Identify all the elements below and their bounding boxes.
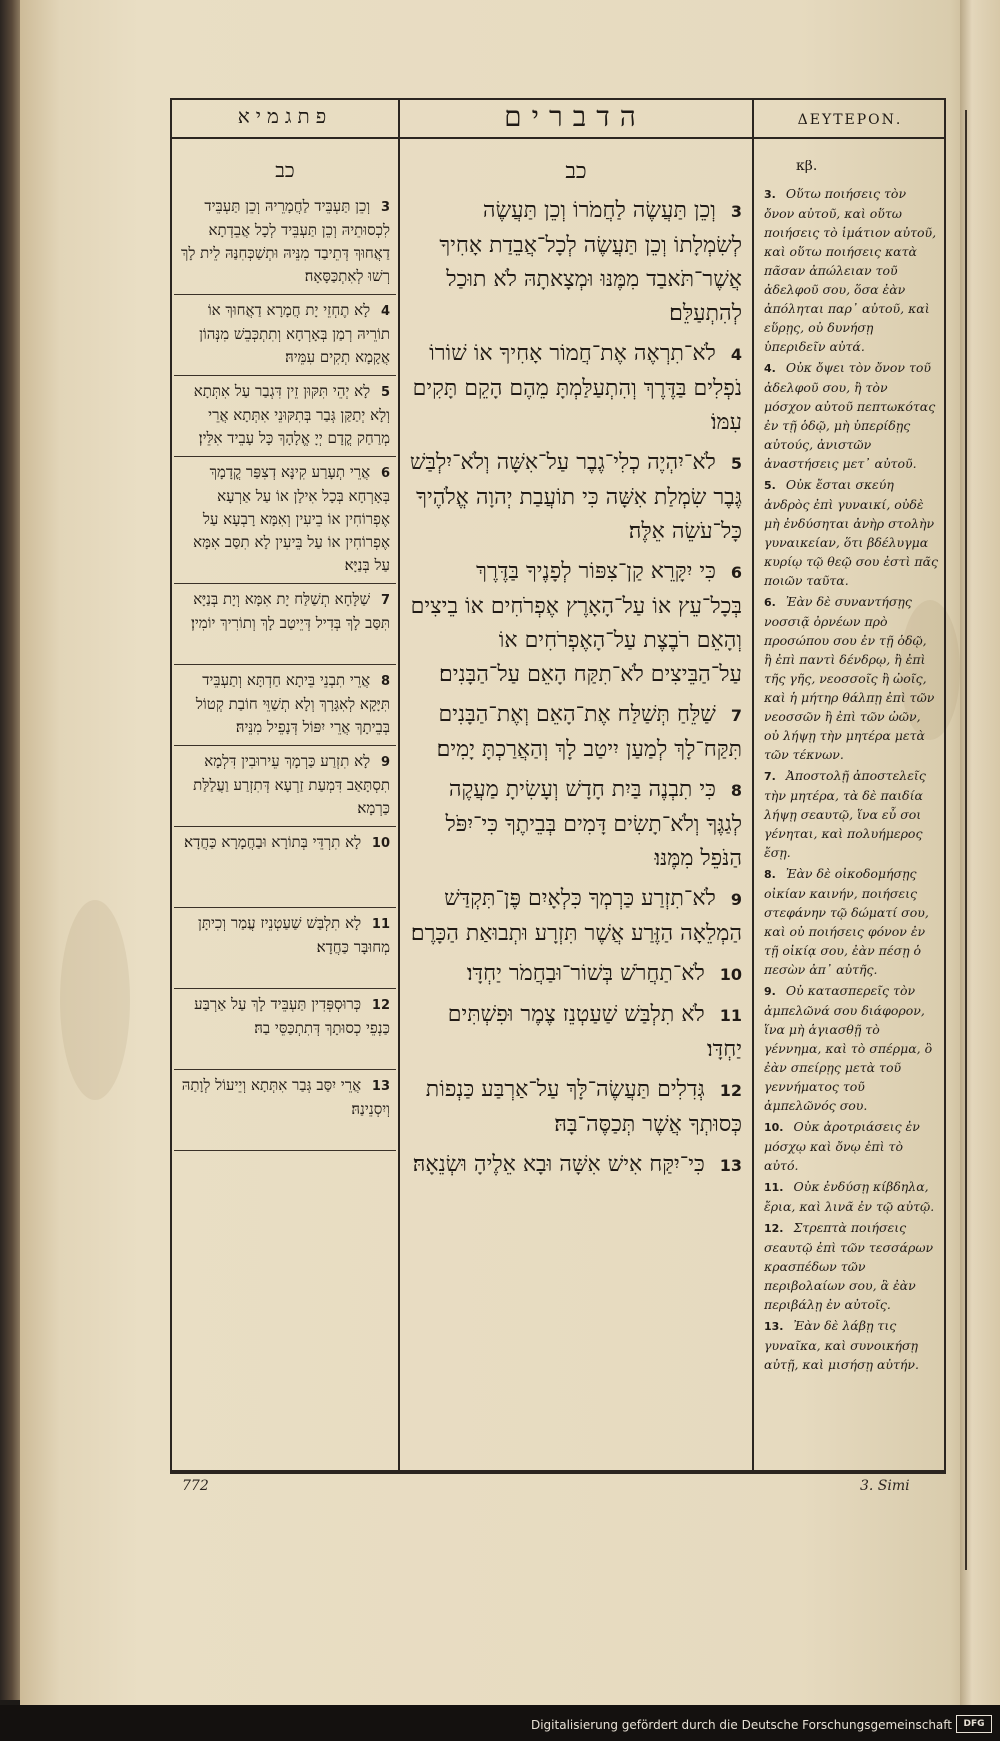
greek-verse bbox=[756, 1216, 944, 1314]
targum-verse-number: 3 bbox=[380, 200, 390, 215]
greek-verse-number: 4. bbox=[764, 362, 776, 375]
hebrew-verse bbox=[402, 192, 750, 335]
targum-verse bbox=[174, 746, 396, 827]
header-rule bbox=[170, 137, 946, 139]
hebrew-verse bbox=[402, 696, 750, 771]
hebrew-verse-text: כִּי־יִקַּח אִישׁ אִשָּׁה וּבָא אֵלֶיהָ וּשְׂנֵאָהּ׃ bbox=[412, 1152, 705, 1177]
targum-verse bbox=[174, 827, 396, 908]
greek-verse-number: 13. bbox=[764, 1320, 784, 1333]
greek-verse-text: Ἐὰν δὲ οἰκοδομήσῃς οἰκίαν καινήν, ποιήσεις στεφάνην τῷ δώματί σου, καὶ οὐ ποιήσεις φόνον ἐν τῇ οἰκίᾳ σου, ἐὰν πέσῃ ὁ πεσὼν ἀπ᾽ αὐτῆς. bbox=[764, 866, 929, 977]
hebrew-verse-number: 9 bbox=[730, 890, 742, 909]
targum-column-header: פתגמיא bbox=[237, 104, 333, 128]
targum-verse bbox=[174, 295, 396, 376]
hebrew-verse-text: לֹא־תַחֲרֹשׁ בְּשׁוֹר־וּבַחֲמֹר יַחְדָּו׃ bbox=[466, 961, 705, 986]
hebrew-verse-number: 13 bbox=[719, 1156, 742, 1175]
greek-verse-number: 10. bbox=[764, 1121, 784, 1134]
targum-verse-number: 5 bbox=[380, 385, 390, 400]
greek-verse-text: Οὐκ ὄψει τὸν ὄνον τοῦ ἀδελφοῦ σου, ἢ τὸν μόσχον αὐτοῦ πεπτωκότας ἐν τῇ ὁδῷ, μὴ ὑπερίδῃς αὐτούς, ἀνιστῶν ἀναστήσεις μετ᾽ αὐτοῦ. bbox=[764, 360, 936, 471]
column-divider-right bbox=[752, 98, 754, 1472]
hebrew-verse-text: שַׁלֵּחַ תְּשַׁלַּח אֶת־הָאֵם וְאֶת־הַבָּנִים תִּקַּח־לָךְ לְמַעַן יִיטַב לָךְ וְהַאֲרַכְתָּ יָמִים׃ bbox=[436, 702, 742, 762]
hebrew-verse bbox=[402, 335, 750, 444]
hebrew-verse bbox=[402, 1146, 750, 1187]
hebrew-verse-number: 7 bbox=[730, 706, 742, 725]
hebrew-verse-text: לֹא־תִזְרַע כַּרְמְךָ כִּלְאָיִם פֶּן־תִּקְדַּשׁ הַמְלֵאָה הַזֶּרַע אֲשֶׁר תִּזְרָע וּתְבוּאַת הַכָּרֶם׃ bbox=[410, 886, 742, 946]
greek-verse bbox=[756, 590, 944, 764]
hebrew-verse bbox=[402, 996, 750, 1071]
targum-verse-number: 8 bbox=[380, 674, 390, 689]
hebrew-verse-number: 8 bbox=[730, 781, 742, 800]
greek-verse-number: 3. bbox=[764, 188, 776, 201]
targum-verse-text: לָא תִלְבַּשׁ שַׁעַטְנֵיז עֲמַר וְכִיתָּן מְחוּבָּר כַּחֲדָא׃ bbox=[198, 914, 390, 956]
targum-column bbox=[174, 160, 396, 1465]
greek-chapter-number: κβ. bbox=[796, 160, 818, 174]
targum-verse-list bbox=[174, 191, 396, 1151]
hebrew-verse bbox=[402, 1071, 750, 1146]
targum-verse-text: לָא תִזְרַע כַּרְמָךְ עֵירוּבִין דִּלְמָא תִסְתָּאַב דִּמְעַת זַרְעָא דְּתִזְרַע וַעֲלַלַּת כַּרְמָא׃ bbox=[193, 752, 390, 817]
greek-verse bbox=[756, 1175, 944, 1216]
targum-verse-number: 6 bbox=[380, 466, 390, 481]
targum-verse bbox=[174, 665, 396, 746]
hebrew-verse bbox=[402, 444, 750, 553]
targum-verse-text: לָא תֶחְזֵי יָת חֲמָרָא דַאֲחוּךְ אוֹ תוֹרֵיהּ רְמַן בְּאָרְחָא וְתִתְכְּבֵשׁ מִנְּהוֹן אֲקָמָא תְקִים עִמֵּיהּ׃ bbox=[199, 301, 390, 366]
column-divider-left bbox=[398, 98, 400, 1472]
targum-verse-number: 13 bbox=[371, 1079, 390, 1094]
hebrew-verse-number: 12 bbox=[719, 1081, 742, 1100]
targum-verse bbox=[174, 1070, 396, 1151]
targum-verse-text: לָא תִרְדֵּי בְּתוֹרָא וּבַחֲמָרָא כַּחֲדָא׃ bbox=[184, 833, 362, 851]
greek-verse-number: 8. bbox=[764, 868, 776, 881]
targum-verse-text: אֲרֵי תְעָרַע קִינָּא דְצִפַּר קֳדָמָךְ בְּאָרְחָא בְּכָל אִילָן אוֹ עַל אַרְעָא אֶפְרוֹחִין אוֹ בֵיעִין וְאִמָּא רָבְעָא עַל אֶפְרוֹחִין אוֹ עַל בֵּיעִין לָא תִסַּב אִמָּא עַל בְּנַיָּא׃ bbox=[193, 463, 390, 574]
greek-verse-text: Ἐὰν δὲ λάβῃ τις γυναῖκα, καὶ συνοικήσῃ αὐτῇ, καὶ μισήσῃ αὐτήν. bbox=[764, 1318, 919, 1372]
greek-verse bbox=[756, 356, 944, 473]
targum-verse-number: 11 bbox=[371, 917, 390, 932]
greek-verse bbox=[756, 182, 944, 356]
hebrew-verse-text: לֹא־תִרְאֶה אֶת־חֲמוֹר אָחִיךָ אוֹ שׁוֹרוֹ נֹפְלִים בַּדֶּרֶךְ וְהִתְעַלַּמְתָּ מֵהֶם הָקֵם תָּקִים עִמּוֹ׃ bbox=[412, 341, 742, 435]
targum-verse-text: וְכֵן תַּעְבֵּיד לַחֲמָרֵיהּ וְכֵן תַּעְבֵּיד לִכְסוּתֵיהּ וְכֵן תַּעְבֵּיד לְכָל אֲבֵדְתָא דַאֲחוּךְ דְּתֵיבַד מִנֵּיהּ וּתְשַׁכְּחִנַּהּ לֵית לָךְ רְשׁוּ לְאִתְכַּסָּאָה׃ bbox=[180, 197, 390, 285]
greek-verse-number: 7. bbox=[764, 770, 776, 783]
targum-verse bbox=[174, 584, 396, 665]
greek-verse bbox=[756, 1115, 944, 1175]
greek-verse-text: Οὐ κατασπερεῖς τὸν ἀμπελῶνά σου διάφορον, ἵνα μὴ ἁγιασθῇ τὸ γέννημα, καὶ τὸ σπέρμα, ὃ ἐὰν σπείρῃς μετὰ τοῦ γεννήματος τοῦ ἀμπελῶνός σου. bbox=[764, 983, 933, 1113]
targum-verse-number: 10 bbox=[371, 836, 390, 851]
targum-chapter-number: כב bbox=[275, 160, 295, 182]
greek-verse-text: Ἐὰν δὲ συναντήσῃς νοσσιᾷ ὀρνέων πρὸ προσώπου σου ἐν τῇ ὁδῷ, ἢ ἐπὶ παντὶ δένδρῳ, ἢ ἐπὶ τῆς γῆς, νεοσσοῖς ἢ ὠοῖς, καὶ ἡ μήτηρ θάλπῃ ἐπὶ τῶν νεοσσῶν ἢ ἐπὶ τῶν ὠῶν, οὐ λήψῃ τὴν μητέρα μετὰ τῶν τέκνων. bbox=[764, 594, 935, 762]
hebrew-column bbox=[402, 160, 750, 1465]
targum-verse-number: 12 bbox=[371, 998, 390, 1013]
greek-verse-text: Οὐκ ἀροτριάσεις ἐν μόσχῳ καὶ ὄνῳ ἐπὶ τὸ αὐτό. bbox=[764, 1119, 920, 1173]
paper-stain bbox=[60, 900, 130, 1100]
greek-verse-number: 12. bbox=[764, 1222, 784, 1235]
targum-verse bbox=[174, 989, 396, 1070]
hebrew-verse-number: 11 bbox=[719, 1006, 742, 1025]
dfg-logo: DFG bbox=[956, 1715, 992, 1733]
hebrew-verse-text: לֹא תִלְבַּשׁ שַׁעַטְנֵז צֶמֶר וּפִשְׁתִּים יַחְדָּו׃ bbox=[447, 1002, 742, 1062]
greek-verse-number: 9. bbox=[764, 985, 776, 998]
hebrew-verse bbox=[402, 553, 750, 696]
footer-rule bbox=[170, 1470, 946, 1472]
targum-verse-number: 9 bbox=[380, 755, 390, 770]
hebrew-column-header: הדברים bbox=[504, 100, 646, 133]
greek-verse-number: 11. bbox=[764, 1181, 784, 1194]
greek-verse-text: Ἀποστολῇ ἀποστελεῖς τὴν μητέρα, τὰ δὲ παιδία λήψῃ σεαυτῷ, ἵνα εὖ σοι γένηται, καὶ πολυήμερος ἔσῃ. bbox=[764, 768, 926, 860]
greek-verse bbox=[756, 1314, 944, 1374]
hebrew-verse-number: 3 bbox=[730, 202, 742, 221]
greek-verse-text: Οὕτω ποιήσεις τὸν ὄνον αὐτοῦ, καὶ οὕτω ποιήσεις τὸ ἱμάτιον αὐτοῦ, καὶ οὕτω ποιήσεις κατὰ πᾶσαν ἀπώλειαν τοῦ ἀδελφοῦ σου, ὅσα ἐὰν ἀπόληται παρ᾽ αὐτοῦ, καὶ εὕρῃς, οὐ δυνήσῃ ὑπεριδεῖν αὐτά. bbox=[764, 186, 937, 354]
greek-verse-number: 5. bbox=[764, 479, 776, 492]
page-number: 772 bbox=[182, 1478, 209, 1494]
targum-verse bbox=[174, 457, 396, 584]
hebrew-chapter-number: כב bbox=[565, 160, 587, 184]
digitization-credit: Digitalisierung gefördert durch die Deutsche Forschungsgemeinschaft bbox=[530, 1718, 952, 1732]
hebrew-verse-list bbox=[402, 192, 750, 1187]
targum-verse bbox=[174, 191, 396, 295]
greek-verse bbox=[756, 979, 944, 1115]
hebrew-verse bbox=[402, 771, 750, 880]
targum-verse-text: לָא יְהֵי תִּקּוּן זֵין דִּגְבַר עַל אִתְּתָא וְלָא יְתַקַּן גְּבַר בְּתִקּוּנֵי אִתְּתָא אֲרֵי מְרַחַק קֳדָם יְיָ אֱלָהָךְ כָּל עָבֵיד אִלֵּין׃ bbox=[193, 382, 390, 447]
greek-verse-text: Οὐκ ἔσται σκεύη ἀνδρὸς ἐπὶ γυναικί, οὐδὲ μὴ ἐνδύσηται ἀνὴρ στολὴν γυναικείαν, ὅτι βδέλυγμα κυρίῳ τῷ θεῷ σου ἐστὶ πᾶς ποιῶν ταῦτα. bbox=[764, 477, 939, 588]
targum-verse-text: אֲרֵי תִבְנֵי בֵּיתָא חַדְתָּא וְתַעְבֵּיד תִּיָּקָא לְאִגָּרָךְ וְלָא תְשַׁוֵּי חוֹבַת קְטוֹל בְּבֵיתָךְ אֲרֵי יִפּוֹל דְּנָפֵיל מִנֵּיהּ׃ bbox=[195, 671, 390, 736]
hebrew-verse-text: לֹא־יִהְיֶה כְלִי־גֶבֶר עַל־אִשָּׁה וְלֹא־יִלְבַּשׁ גֶּבֶר שִׂמְלַת אִשָּׁה כִּי תוֹעֲבַת יְהוָה אֱלֹהֶיךָ כָּל־עֹשֵׂה אֵלֶּה׃ bbox=[409, 450, 742, 544]
hebrew-verse-number: 10 bbox=[719, 965, 742, 984]
targum-verse bbox=[174, 908, 396, 989]
hebrew-verse-number: 5 bbox=[730, 454, 742, 473]
hebrew-verse-text: וְכֵן תַּעֲשֶׂה לַחֲמֹרוֹ וְכֵן תַּעֲשֶׂה לְשִׂמְלָתוֹ וְכֵן תַּעֲשֶׂה לְכָל־אֲבֵדַת אָחִיךָ אֲשֶׁר־תֹּאבַד מִמֶּנּוּ וּמְצָאתָהּ לֹא תוּכַל לְהִתְעַלֵּם׃ bbox=[439, 198, 742, 326]
hebrew-verse-text: גְּדִלִים תַּעֲשֶׂה־לָּךְ עַל־אַרְבַּע כַּנְפוֹת כְּסוּתְךָ אֲשֶׁר תְּכַסֶּה־בָּהּ׃ bbox=[425, 1077, 742, 1137]
targum-verse-number: 7 bbox=[380, 593, 390, 608]
greek-verse-text: Στρεπτὰ ποιήσεις σεαυτῷ ἐπὶ τῶν τεσσάρων κρασπέδων τῶν περιβολαίων σου, ἃ ἐὰν περιβάλῃ ἐν αὐτοῖς. bbox=[764, 1220, 934, 1312]
greek-verse-text: Οὐκ ἐνδύσῃ κίβδηλα, ἔρια, καὶ λινᾶ ἐν τῷ αὐτῷ. bbox=[764, 1179, 935, 1214]
targum-verse bbox=[174, 376, 396, 457]
greek-verse bbox=[756, 862, 944, 979]
hebrew-verse-number: 4 bbox=[730, 345, 742, 364]
greek-column bbox=[756, 160, 944, 1465]
adjacent-page-border bbox=[965, 110, 1000, 1570]
hebrew-verse-number: 6 bbox=[730, 563, 742, 582]
hebrew-verse-text: כִּי יִקָּרֵא קַן־צִפּוֹר לְפָנֶיךָ בַּדֶּרֶךְ בְּכָל־עֵץ אוֹ עַל־הָאָרֶץ אֶפְרֹחִים אוֹ בֵיצִים וְהָאֵם רֹבֶצֶת עַל־הָאֶפְרֹחִים אוֹ עַל־הַבֵּיצִים לֹא־תִקַּח הָאֵם עַל־הַבָּנִים׃ bbox=[410, 559, 742, 687]
targum-verse-text: כְּרוּסְפְּדִין תַּעְבֵּיד לָךְ עַל אַרְבַּע כַּנְפֵי כְסוּתָךְ דְּתִתְכַּסֵּי בַהּ׃ bbox=[194, 995, 390, 1037]
hebrew-verse bbox=[402, 955, 750, 996]
greek-verse bbox=[756, 764, 944, 862]
targum-verse-text: אֲרֵי יִסַּב גְּבַר אִתְּתָא וְיֵיעוֹל לְוָתַהּ וְיִסְנֵינַהּ׃ bbox=[181, 1076, 390, 1118]
targum-verse-number: 4 bbox=[380, 304, 390, 319]
greek-verse bbox=[756, 473, 944, 590]
greek-verse-list bbox=[756, 182, 944, 1374]
targum-verse-text: שַׁלָּחָא תְשַׁלַּח יָת אִמָּא וְיָת בְּנַיָּא תִּסַּב לָךְ בְּדִיל דְּיֵיטַב לָךְ וְתוֹרִיךְ יוֹמִין׃ bbox=[191, 590, 390, 632]
book-spine bbox=[0, 0, 20, 1700]
greek-verse-number: 6. bbox=[764, 596, 776, 609]
greek-column-header: ΔΕΥΤΕΡΟΝ. bbox=[797, 112, 903, 128]
catchword: 3. Simi bbox=[860, 1478, 910, 1494]
hebrew-verse bbox=[402, 880, 750, 955]
hebrew-verse-text: כִּי תִבְנֶה בַּיִת חָדָשׁ וְעָשִׂיתָ מַעֲקֶה לְגַגֶּךָ וְלֹא־תָשִׂים דָּמִים בְּבֵיתֶךָ כִּי־יִפֹּל הַנֹּפֵל מִמֶּנּוּ׃ bbox=[445, 777, 742, 871]
